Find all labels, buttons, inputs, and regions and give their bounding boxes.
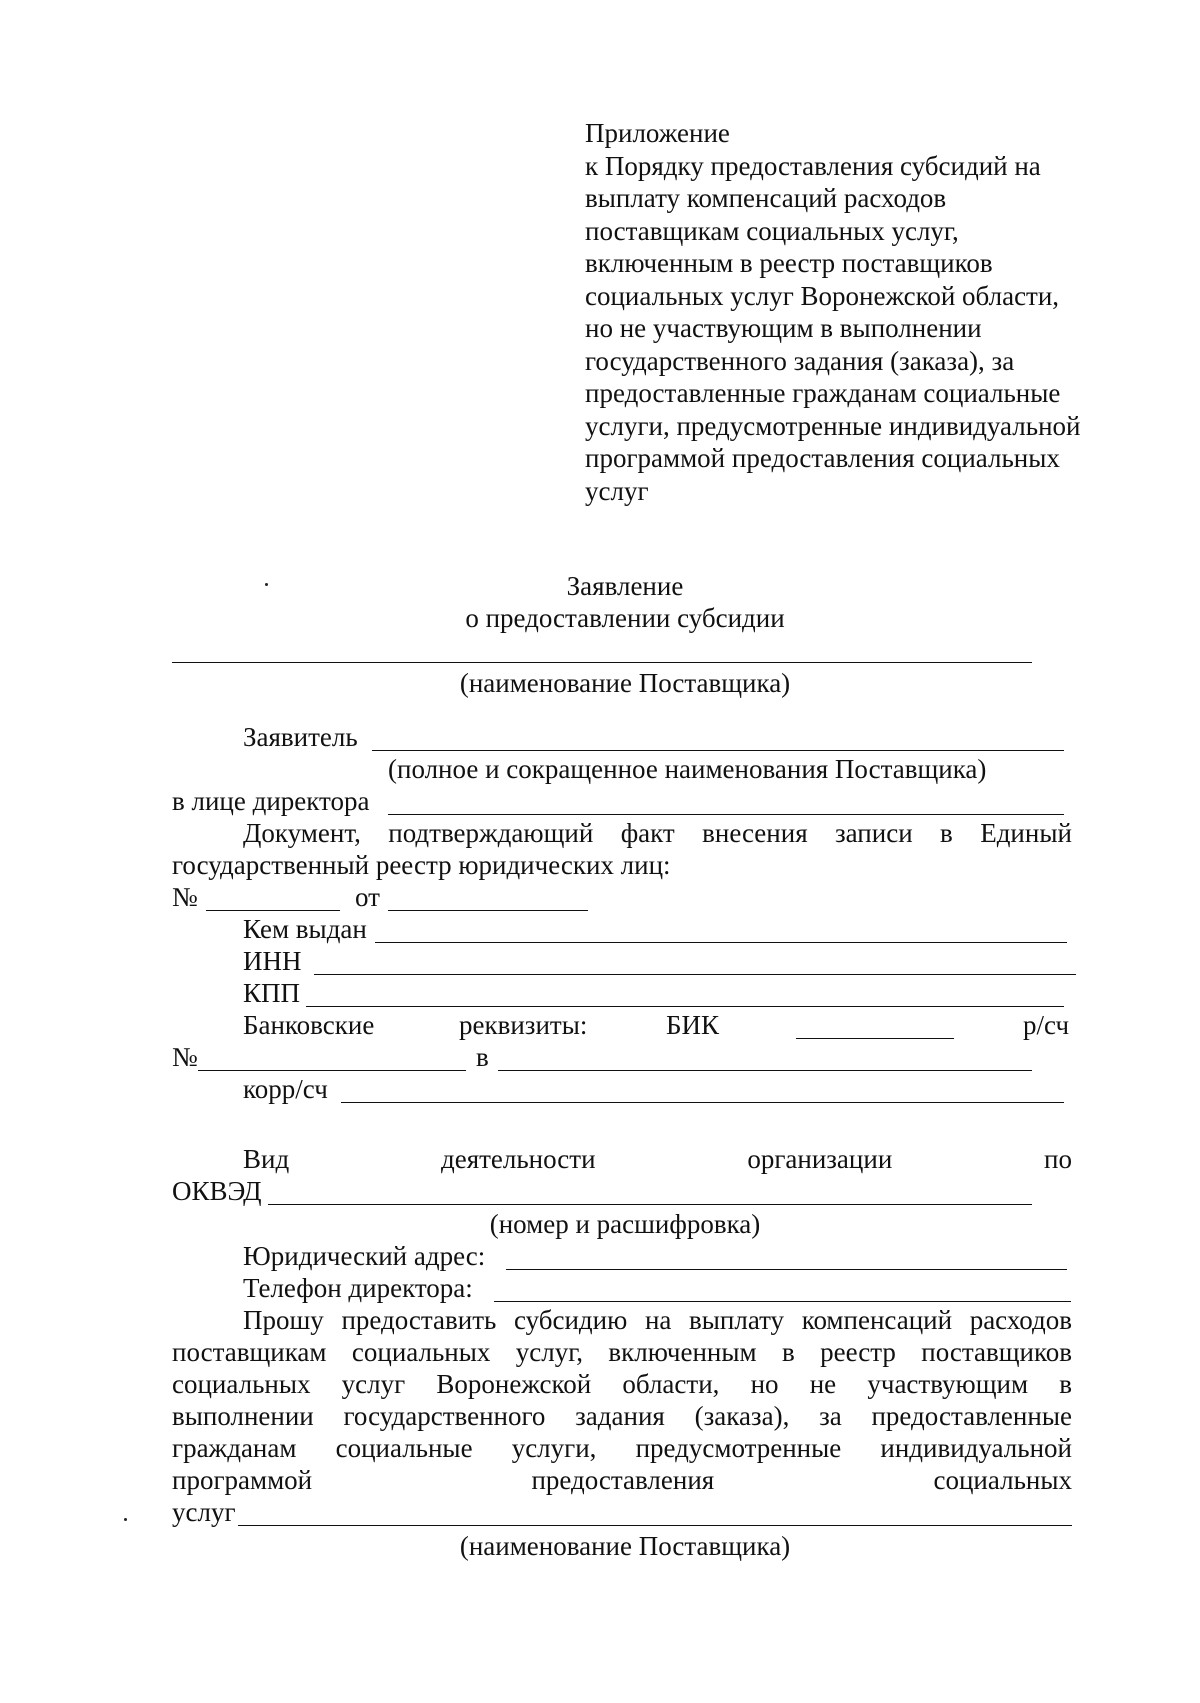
appendix-line: программой предоставления социальных (585, 443, 1060, 473)
request-word: социальные (335, 1433, 473, 1463)
request-line (172, 1432, 1072, 1464)
legal-address-label: Юридический адрес: (243, 1241, 486, 1271)
document-title: Заявление (566, 571, 684, 601)
document-word: факт (620, 818, 675, 848)
request-word: реестр (820, 1337, 896, 1367)
request-word: предусмотренные (635, 1433, 842, 1463)
director-phone-label: Телефон директора: (243, 1273, 473, 1303)
request-word: компенсаций (801, 1305, 953, 1335)
director-field[interactable] (388, 814, 1064, 815)
request-word: государственного (343, 1401, 546, 1431)
request-word: субсидию (513, 1305, 628, 1335)
okved-field[interactable] (268, 1204, 1032, 1205)
request-word: за (819, 1401, 842, 1431)
document-word: внесения (702, 818, 808, 848)
supplier-name-bottom-field[interactable] (238, 1525, 1072, 1526)
request-word: гражданам (172, 1433, 297, 1463)
document-word: в (940, 818, 953, 848)
korr-account-field[interactable] (341, 1102, 1064, 1103)
requisites-label: реквизиты: (459, 1010, 588, 1040)
inn-label: ИНН (243, 946, 302, 976)
request-word: поставщикам (172, 1337, 327, 1367)
request-line (172, 1336, 1072, 1368)
director-phone-field[interactable] (494, 1301, 1071, 1302)
stray-dot (124, 1518, 127, 1521)
supplier-name-field[interactable] (172, 662, 1032, 663)
activity-line (243, 1143, 1072, 1175)
appendix-line: Приложение (585, 118, 730, 148)
request-word: в (1059, 1369, 1072, 1399)
appendix-line: услуг (585, 475, 649, 506)
appendix-line: социальных услуг Воронежской области, (585, 280, 1060, 311)
request-word: не (809, 1369, 837, 1399)
activity-word: деятельности (440, 1144, 596, 1174)
request-word: индивидуальной (880, 1433, 1072, 1463)
request-last-word: услуг (172, 1497, 236, 1527)
request-word: услуг (341, 1369, 406, 1399)
appendix-line: к Порядку предоставления субсидий на (585, 150, 1041, 181)
appendix-line: государственного задания (заказа), за (585, 345, 1015, 376)
okved-label: ОКВЭД (172, 1176, 262, 1206)
appendix-line: поставщикам социальных услуг, (585, 215, 959, 246)
appendix-line: предоставленные гражданам социальные (585, 378, 1061, 408)
number-sign-2: № (172, 1042, 198, 1072)
request-line (172, 1368, 1072, 1400)
appendix-line: выплату компенсаций расходов (585, 183, 947, 213)
appendix-line: но не участвующим в выполнении (585, 313, 982, 343)
supplier-name-caption: (наименование Поставщика) (459, 668, 791, 698)
korr-label: корр/сч (243, 1074, 328, 1104)
activity-word: организации (747, 1144, 893, 1174)
request-word: области, (622, 1369, 720, 1399)
request-word: расходов (969, 1305, 1072, 1335)
activity-word: Вид (243, 1144, 290, 1174)
request-word: выполнении (172, 1401, 314, 1431)
account-number-field[interactable] (198, 1070, 466, 1071)
request-word: Воронежской (436, 1369, 592, 1399)
bik-label: БИК (666, 1010, 720, 1040)
okved-caption: (номер и расшифровка) (489, 1209, 761, 1239)
appendix-line: услуги, предусмотренные индивидуальной (585, 410, 1081, 441)
request-word: Прошу (243, 1305, 324, 1335)
request-line (172, 1400, 1072, 1432)
document-line (243, 817, 1072, 849)
request-word: (заказа), (694, 1401, 790, 1431)
full-short-name-caption: (полное и сокращенное наименования Поставщика) (388, 754, 987, 784)
issued-by-label: Кем выдан (243, 914, 367, 944)
applicant-label: Заявитель (243, 722, 358, 752)
document-subtitle: о предоставлении субсидии (465, 603, 785, 633)
supplier-name-bottom-caption: (наименование Поставщика) (459, 1531, 791, 1561)
director-label: в лице директора (172, 786, 370, 816)
issued-by-field[interactable] (375, 942, 1067, 943)
request-word: в (781, 1337, 795, 1367)
registration-date-field[interactable] (388, 910, 588, 911)
bank-label: Банковские (243, 1010, 375, 1040)
number-sign: № (172, 882, 198, 912)
bik-field[interactable] (796, 1038, 954, 1039)
request-word: поставщиков (921, 1337, 1072, 1367)
appendix-block (585, 117, 1145, 507)
request-word: включенным (608, 1337, 757, 1367)
request-word: предоставления (531, 1465, 715, 1495)
legal-address-field[interactable] (506, 1269, 1067, 1270)
request-word: предоставленные (871, 1401, 1072, 1431)
registration-number-field[interactable] (206, 910, 340, 911)
request-word: но (750, 1369, 779, 1399)
request-word: социальных (351, 1337, 491, 1367)
rsch-label: р/сч (1023, 1010, 1070, 1040)
in-bank-label: в (476, 1042, 489, 1072)
request-word: на (644, 1305, 672, 1335)
document-word: подтверждающий (388, 818, 594, 848)
egrul-label: государственный реестр юридических лиц: (172, 850, 671, 880)
appendix-line: включенным в реестр поставщиков (585, 248, 993, 278)
kpp-field[interactable] (306, 1006, 1064, 1007)
document-word: Документ, (243, 818, 361, 848)
request-word: выплату (689, 1305, 785, 1335)
request-line (172, 1464, 1072, 1496)
document-word: Единый (980, 818, 1072, 848)
request-line (243, 1304, 1072, 1336)
bank-name-field[interactable] (498, 1070, 1032, 1071)
request-word: услуги, (511, 1433, 597, 1463)
activity-word: по (1044, 1144, 1072, 1174)
request-word: услуг, (515, 1337, 584, 1367)
request-word: задания (575, 1401, 665, 1431)
request-word: социальных (172, 1369, 311, 1399)
request-word: участвующим (867, 1369, 1029, 1399)
applicant-field[interactable] (372, 750, 1064, 751)
request-word: социальных (933, 1465, 1072, 1495)
request-word: программой (172, 1465, 313, 1495)
document-word: записи (835, 818, 913, 848)
from-label: от (355, 882, 380, 912)
request-word: предоставить (341, 1305, 497, 1335)
inn-field[interactable] (314, 974, 1076, 975)
kpp-label: КПП (243, 978, 301, 1008)
